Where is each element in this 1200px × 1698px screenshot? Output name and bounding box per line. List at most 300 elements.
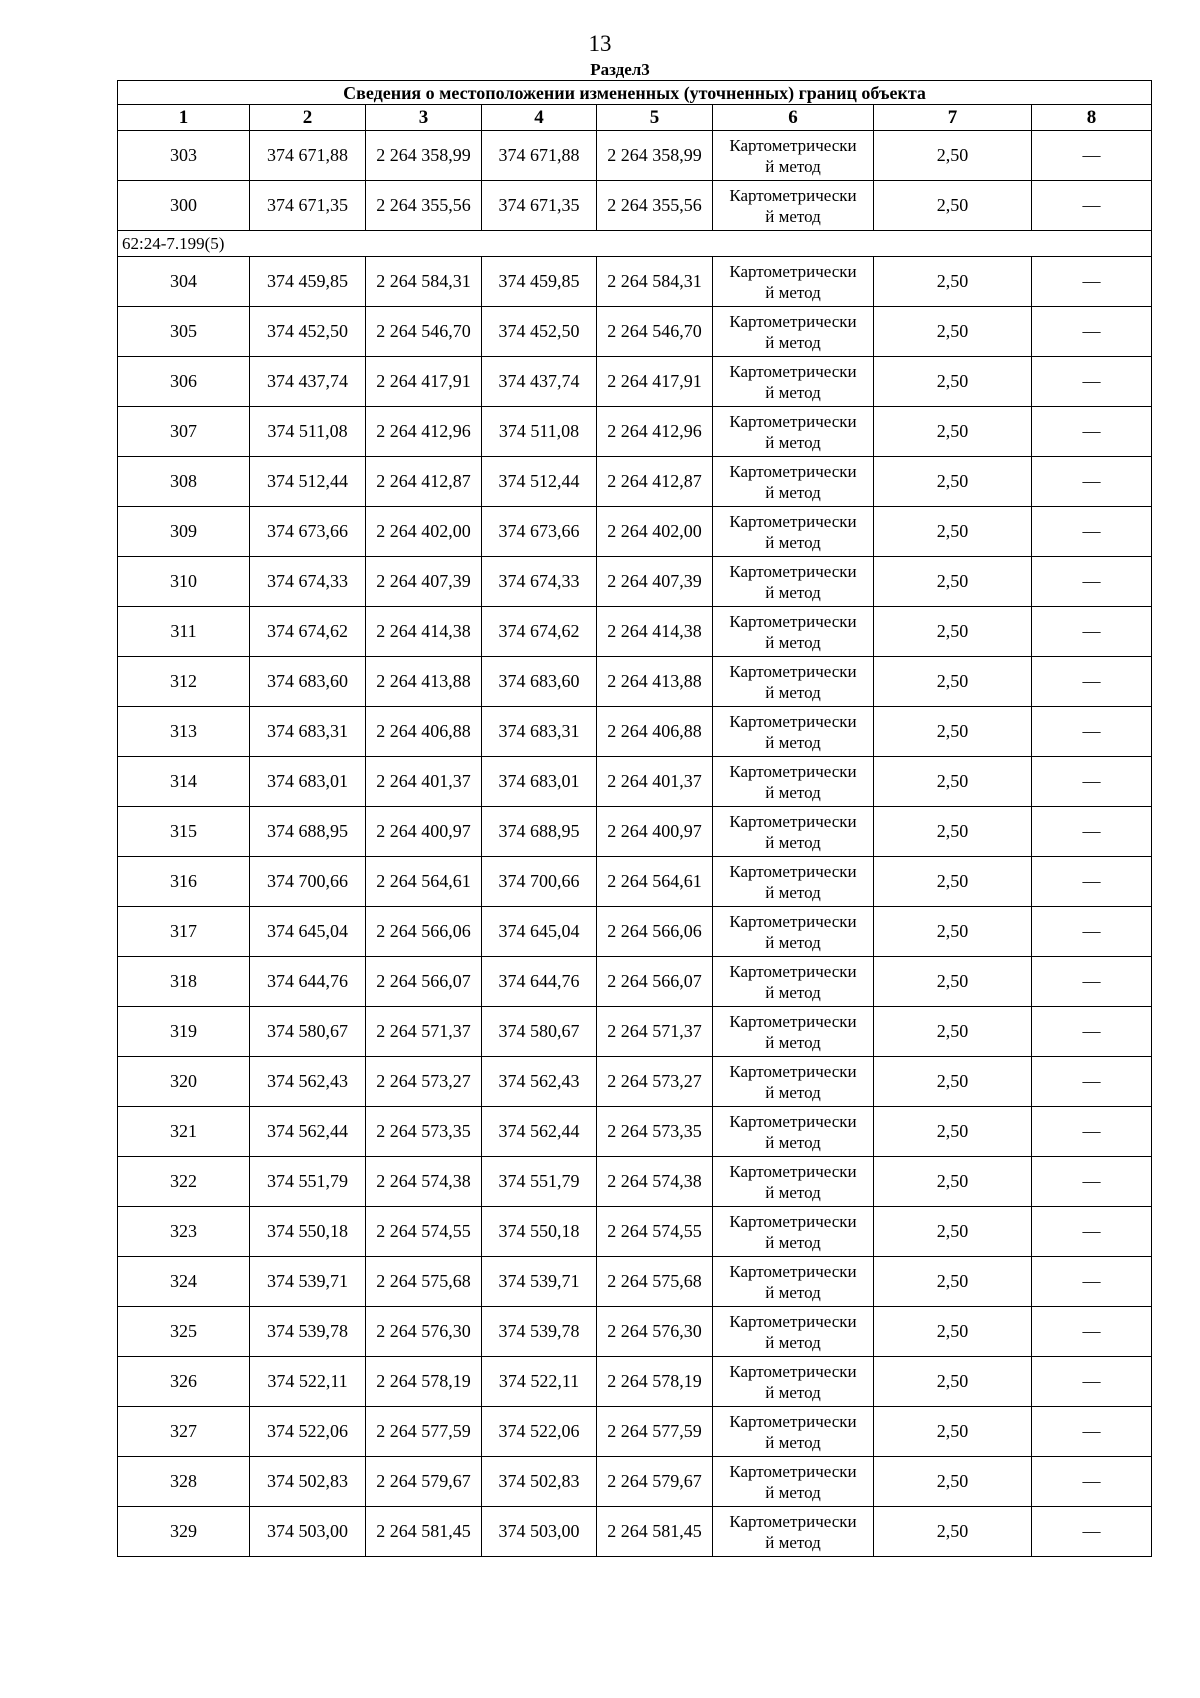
method-text-line: Картометрически xyxy=(729,711,857,731)
point-number-cell: 304 xyxy=(118,257,250,307)
method-cell xyxy=(713,1157,874,1207)
method-text-line: Картометрически xyxy=(729,961,857,981)
y-existing-cell: 2 264 574,38 xyxy=(366,1157,482,1207)
x-refined-cell: 374 452,50 xyxy=(482,307,597,357)
method-cell xyxy=(713,457,874,507)
y-existing-cell: 2 264 412,96 xyxy=(366,407,482,457)
method-text-line: Картометрически xyxy=(729,761,857,781)
accuracy-cell: 2,50 xyxy=(874,1507,1032,1557)
x-existing-cell: 374 522,06 xyxy=(250,1407,366,1457)
y-refined-cell: 2 264 406,88 xyxy=(597,707,713,757)
point-number-cell: 321 xyxy=(118,1107,250,1157)
point-number-cell: 300 xyxy=(118,181,250,231)
x-existing-cell: 374 644,76 xyxy=(250,957,366,1007)
x-existing-cell: 374 459,85 xyxy=(250,257,366,307)
column-header: 5 xyxy=(597,105,713,131)
accuracy-cell: 2,50 xyxy=(874,507,1032,557)
y-existing-cell: 2 264 573,35 xyxy=(366,1107,482,1157)
column-header: 2 xyxy=(250,105,366,131)
method-text-line: й метод xyxy=(765,1082,821,1102)
table-row xyxy=(118,181,1152,231)
point-number-cell: 328 xyxy=(118,1457,250,1507)
accuracy-cell: 2,50 xyxy=(874,257,1032,307)
y-existing-cell: 2 264 581,45 xyxy=(366,1507,482,1557)
y-refined-cell: 2 264 577,59 xyxy=(597,1407,713,1457)
table-body xyxy=(118,81,1152,1557)
x-existing-cell: 374 437,74 xyxy=(250,357,366,407)
x-refined-cell: 374 522,06 xyxy=(482,1407,597,1457)
method-text-line: Картометрически xyxy=(729,661,857,681)
y-refined-cell: 2 264 412,96 xyxy=(597,407,713,457)
method-text-line: Картометрически xyxy=(729,1261,857,1281)
method-text-line: Картометрически xyxy=(729,811,857,831)
x-refined-cell: 374 551,79 xyxy=(482,1157,597,1207)
accuracy-cell: 2,50 xyxy=(874,307,1032,357)
note-cell: — xyxy=(1032,1257,1152,1307)
point-number-cell: 323 xyxy=(118,1207,250,1257)
table-row xyxy=(118,557,1152,607)
table-row xyxy=(118,457,1152,507)
x-existing-cell: 374 562,43 xyxy=(250,1057,366,1107)
x-existing-cell: 374 671,88 xyxy=(250,131,366,181)
x-existing-cell: 374 551,79 xyxy=(250,1157,366,1207)
y-existing-cell: 2 264 577,59 xyxy=(366,1407,482,1457)
y-refined-cell: 2 264 414,38 xyxy=(597,607,713,657)
y-refined-cell: 2 264 413,88 xyxy=(597,657,713,707)
y-existing-cell: 2 264 402,00 xyxy=(366,507,482,557)
accuracy-cell: 2,50 xyxy=(874,907,1032,957)
note-cell: — xyxy=(1032,1457,1152,1507)
method-text-line: Картометрически xyxy=(729,861,857,881)
method-cell xyxy=(713,357,874,407)
method-text-line: й метод xyxy=(765,932,821,952)
note-cell: — xyxy=(1032,957,1152,1007)
method-text-line: й метод xyxy=(765,282,821,302)
note-cell: — xyxy=(1032,457,1152,507)
y-existing-cell: 2 264 576,30 xyxy=(366,1307,482,1357)
x-refined-cell: 374 644,76 xyxy=(482,957,597,1007)
point-number-cell: 325 xyxy=(118,1307,250,1357)
method-text-line: Картометрически xyxy=(729,911,857,931)
point-number-cell: 305 xyxy=(118,307,250,357)
y-existing-cell: 2 264 564,61 xyxy=(366,857,482,907)
y-existing-cell: 2 264 407,39 xyxy=(366,557,482,607)
table-row xyxy=(118,1007,1152,1057)
y-existing-cell: 2 264 401,37 xyxy=(366,757,482,807)
accuracy-cell: 2,50 xyxy=(874,457,1032,507)
x-refined-cell: 374 683,31 xyxy=(482,707,597,757)
accuracy-cell: 2,50 xyxy=(874,1407,1032,1457)
y-existing-cell: 2 264 414,38 xyxy=(366,607,482,657)
method-text-line: й метод xyxy=(765,1382,821,1402)
column-header: 7 xyxy=(874,105,1032,131)
method-text-line: Картометрически xyxy=(729,1461,857,1481)
y-refined-cell: 2 264 566,07 xyxy=(597,957,713,1007)
boundary-coordinates-table xyxy=(117,80,1152,1557)
table-row xyxy=(118,357,1152,407)
note-cell: — xyxy=(1032,1357,1152,1407)
method-cell xyxy=(713,907,874,957)
method-text-line: й метод xyxy=(765,1332,821,1352)
note-cell: — xyxy=(1032,807,1152,857)
x-existing-cell: 374 580,67 xyxy=(250,1007,366,1057)
table-row xyxy=(118,1207,1152,1257)
method-text-line: й метод xyxy=(765,382,821,402)
note-cell: — xyxy=(1032,907,1152,957)
x-refined-cell: 374 562,44 xyxy=(482,1107,597,1157)
column-header: 6 xyxy=(713,105,874,131)
accuracy-cell: 2,50 xyxy=(874,1007,1032,1057)
y-existing-cell: 2 264 358,99 xyxy=(366,131,482,181)
x-existing-cell: 374 688,95 xyxy=(250,807,366,857)
y-refined-cell: 2 264 412,87 xyxy=(597,457,713,507)
note-cell: — xyxy=(1032,1407,1152,1457)
accuracy-cell: 2,50 xyxy=(874,957,1032,1007)
y-refined-cell: 2 264 566,06 xyxy=(597,907,713,957)
point-number-cell: 318 xyxy=(118,957,250,1007)
column-header: 8 xyxy=(1032,105,1152,131)
y-refined-cell: 2 264 402,00 xyxy=(597,507,713,557)
method-text-line: й метод xyxy=(765,582,821,602)
point-number-cell: 303 xyxy=(118,131,250,181)
accuracy-cell: 2,50 xyxy=(874,657,1032,707)
accuracy-cell: 2,50 xyxy=(874,1057,1032,1107)
y-existing-cell: 2 264 579,67 xyxy=(366,1457,482,1507)
table-row xyxy=(118,131,1152,181)
table-row xyxy=(118,1407,1152,1457)
x-refined-cell: 374 674,62 xyxy=(482,607,597,657)
x-existing-cell: 374 562,44 xyxy=(250,1107,366,1157)
x-refined-cell: 374 688,95 xyxy=(482,807,597,857)
table-row xyxy=(118,507,1152,557)
accuracy-cell: 2,50 xyxy=(874,557,1032,607)
y-existing-cell: 2 264 584,31 xyxy=(366,257,482,307)
method-cell xyxy=(713,1107,874,1157)
method-text-line: Картометрически xyxy=(729,135,857,155)
method-text-line: Картометрически xyxy=(729,1411,857,1431)
table-row xyxy=(118,857,1152,907)
accuracy-cell: 2,50 xyxy=(874,1307,1032,1357)
y-refined-cell: 2 264 417,91 xyxy=(597,357,713,407)
accuracy-cell: 2,50 xyxy=(874,757,1032,807)
y-refined-cell: 2 264 578,19 xyxy=(597,1357,713,1407)
x-refined-cell: 374 671,35 xyxy=(482,181,597,231)
note-cell: — xyxy=(1032,607,1152,657)
method-text-line: й метод xyxy=(765,206,821,226)
table-row xyxy=(118,957,1152,1007)
y-existing-cell: 2 264 400,97 xyxy=(366,807,482,857)
point-number-cell: 322 xyxy=(118,1157,250,1207)
column-header: 1 xyxy=(118,105,250,131)
x-refined-cell: 374 683,01 xyxy=(482,757,597,807)
point-number-cell: 324 xyxy=(118,1257,250,1307)
x-existing-cell: 374 452,50 xyxy=(250,307,366,357)
x-refined-cell: 374 459,85 xyxy=(482,257,597,307)
table-caption-row xyxy=(118,81,1152,105)
x-existing-cell: 374 671,35 xyxy=(250,181,366,231)
point-number-cell: 317 xyxy=(118,907,250,957)
x-existing-cell: 374 674,33 xyxy=(250,557,366,607)
method-cell xyxy=(713,957,874,1007)
y-existing-cell: 2 264 566,06 xyxy=(366,907,482,957)
x-existing-cell: 374 683,60 xyxy=(250,657,366,707)
method-text-line: й метод xyxy=(765,1482,821,1502)
method-cell xyxy=(713,657,874,707)
accuracy-cell: 2,50 xyxy=(874,1457,1032,1507)
accuracy-cell: 2,50 xyxy=(874,807,1032,857)
method-text-line: й метод xyxy=(765,482,821,502)
x-existing-cell: 374 539,71 xyxy=(250,1257,366,1307)
table-row xyxy=(118,1307,1152,1357)
point-number-cell: 312 xyxy=(118,657,250,707)
table-row xyxy=(118,1357,1152,1407)
note-cell: — xyxy=(1032,131,1152,181)
accuracy-cell: 2,50 xyxy=(874,1107,1032,1157)
note-cell: — xyxy=(1032,1007,1152,1057)
x-existing-cell: 374 512,44 xyxy=(250,457,366,507)
y-existing-cell: 2 264 406,88 xyxy=(366,707,482,757)
point-number-cell: 329 xyxy=(118,1507,250,1557)
method-text-line: й метод xyxy=(765,682,821,702)
y-refined-cell: 2 264 574,38 xyxy=(597,1157,713,1207)
table-row xyxy=(118,1057,1152,1107)
method-text-line: й метод xyxy=(765,1032,821,1052)
point-number-cell: 311 xyxy=(118,607,250,657)
method-cell xyxy=(713,181,874,231)
page-number: 13 xyxy=(588,31,612,56)
point-number-cell: 306 xyxy=(118,357,250,407)
table-row xyxy=(118,657,1152,707)
method-text-line: й метод xyxy=(765,832,821,852)
accuracy-cell: 2,50 xyxy=(874,607,1032,657)
note-cell: — xyxy=(1032,407,1152,457)
note-cell: — xyxy=(1032,757,1152,807)
table-row xyxy=(118,1507,1152,1557)
note-cell: — xyxy=(1032,557,1152,607)
method-text-line: й метод xyxy=(765,1132,821,1152)
x-refined-cell: 374 539,71 xyxy=(482,1257,597,1307)
x-refined-cell: 374 671,88 xyxy=(482,131,597,181)
y-refined-cell: 2 264 401,37 xyxy=(597,757,713,807)
method-text-line: Картометрически xyxy=(729,511,857,531)
y-refined-cell: 2 264 571,37 xyxy=(597,1007,713,1057)
method-text-line: й метод xyxy=(765,156,821,176)
x-refined-cell: 374 503,00 xyxy=(482,1507,597,1557)
note-cell: — xyxy=(1032,257,1152,307)
y-refined-cell: 2 264 358,99 xyxy=(597,131,713,181)
y-refined-cell: 2 264 546,70 xyxy=(597,307,713,357)
table-row xyxy=(118,307,1152,357)
y-refined-cell: 2 264 573,35 xyxy=(597,1107,713,1157)
y-refined-cell: 2 264 407,39 xyxy=(597,557,713,607)
note-cell: — xyxy=(1032,1207,1152,1257)
table-row xyxy=(118,407,1152,457)
method-text-line: й метод xyxy=(765,532,821,552)
x-refined-cell: 374 580,67 xyxy=(482,1007,597,1057)
method-text-line: Картометрически xyxy=(729,1311,857,1331)
method-text-line: й метод xyxy=(765,1282,821,1302)
method-cell xyxy=(713,807,874,857)
note-cell: — xyxy=(1032,1157,1152,1207)
x-existing-cell: 374 645,04 xyxy=(250,907,366,957)
y-existing-cell: 2 264 417,91 xyxy=(366,357,482,407)
method-text-line: Картометрически xyxy=(729,1011,857,1031)
method-text-line: Картометрически xyxy=(729,411,857,431)
x-refined-cell: 374 502,83 xyxy=(482,1457,597,1507)
x-refined-cell: 374 700,66 xyxy=(482,857,597,907)
y-existing-cell: 2 264 574,55 xyxy=(366,1207,482,1257)
note-cell: — xyxy=(1032,1307,1152,1357)
x-refined-cell: 374 437,74 xyxy=(482,357,597,407)
point-number-cell: 320 xyxy=(118,1057,250,1107)
method-cell xyxy=(713,507,874,557)
point-number-cell: 326 xyxy=(118,1357,250,1407)
note-cell: — xyxy=(1032,707,1152,757)
x-refined-cell: 374 512,44 xyxy=(482,457,597,507)
method-cell xyxy=(713,707,874,757)
method-cell xyxy=(713,1207,874,1257)
table-row xyxy=(118,257,1152,307)
method-cell xyxy=(713,1257,874,1307)
column-header: 3 xyxy=(366,105,482,131)
point-number-cell: 316 xyxy=(118,857,250,907)
note-cell: — xyxy=(1032,657,1152,707)
note-cell: — xyxy=(1032,1057,1152,1107)
point-number-cell: 314 xyxy=(118,757,250,807)
method-text-line: й метод xyxy=(765,1532,821,1552)
note-cell: — xyxy=(1032,1107,1152,1157)
method-text-line: Картометрически xyxy=(729,1111,857,1131)
y-existing-cell: 2 264 355,56 xyxy=(366,181,482,231)
table-row xyxy=(118,1157,1152,1207)
method-cell xyxy=(713,131,874,181)
column-header: 4 xyxy=(482,105,597,131)
method-cell xyxy=(713,1007,874,1057)
x-refined-cell: 374 522,11 xyxy=(482,1357,597,1407)
method-text-line: Картометрически xyxy=(729,185,857,205)
table-caption: Сведения о местоположении измененных (уточненных) границ объекта xyxy=(118,81,1152,105)
accuracy-cell: 2,50 xyxy=(874,857,1032,907)
method-text-line: й метод xyxy=(765,782,821,802)
section-label: Раздел3 xyxy=(590,60,650,79)
point-number-cell: 309 xyxy=(118,507,250,557)
x-refined-cell: 374 673,66 xyxy=(482,507,597,557)
method-cell xyxy=(713,1457,874,1507)
method-text-line: й метод xyxy=(765,432,821,452)
x-refined-cell: 374 511,08 xyxy=(482,407,597,457)
note-cell: — xyxy=(1032,507,1152,557)
method-text-line: й метод xyxy=(765,882,821,902)
x-existing-cell: 374 683,31 xyxy=(250,707,366,757)
x-existing-cell: 374 673,66 xyxy=(250,507,366,557)
method-text-line: й метод xyxy=(765,982,821,1002)
y-existing-cell: 2 264 571,37 xyxy=(366,1007,482,1057)
method-text-line: й метод xyxy=(765,332,821,352)
y-existing-cell: 2 264 413,88 xyxy=(366,657,482,707)
y-refined-cell: 2 264 584,31 xyxy=(597,257,713,307)
y-existing-cell: 2 264 566,07 xyxy=(366,957,482,1007)
note-cell: — xyxy=(1032,307,1152,357)
method-cell xyxy=(713,557,874,607)
accuracy-cell: 2,50 xyxy=(874,181,1032,231)
x-existing-cell: 374 700,66 xyxy=(250,857,366,907)
method-text-line: Картометрически xyxy=(729,1061,857,1081)
note-cell: — xyxy=(1032,357,1152,407)
method-text-line: Картометрически xyxy=(729,561,857,581)
y-refined-cell: 2 264 574,55 xyxy=(597,1207,713,1257)
method-text-line: Картометрически xyxy=(729,1211,857,1231)
table-row xyxy=(118,607,1152,657)
x-existing-cell: 374 674,62 xyxy=(250,607,366,657)
method-text-line: й метод xyxy=(765,632,821,652)
method-cell xyxy=(713,1307,874,1357)
y-existing-cell: 2 264 573,27 xyxy=(366,1057,482,1107)
y-refined-cell: 2 264 573,27 xyxy=(597,1057,713,1107)
method-cell xyxy=(713,307,874,357)
table-row xyxy=(118,907,1152,957)
point-number-cell: 313 xyxy=(118,707,250,757)
y-existing-cell: 2 264 412,87 xyxy=(366,457,482,507)
x-refined-cell: 374 539,78 xyxy=(482,1307,597,1357)
point-number-cell: 315 xyxy=(118,807,250,857)
method-text-line: Картометрически xyxy=(729,1361,857,1381)
accuracy-cell: 2,50 xyxy=(874,707,1032,757)
table-row xyxy=(118,1257,1152,1307)
method-cell xyxy=(713,757,874,807)
method-cell xyxy=(713,1407,874,1457)
x-existing-cell: 374 503,00 xyxy=(250,1507,366,1557)
y-refined-cell: 2 264 564,61 xyxy=(597,857,713,907)
method-cell xyxy=(713,257,874,307)
table-row xyxy=(118,757,1152,807)
y-refined-cell: 2 264 355,56 xyxy=(597,181,713,231)
point-number-cell: 310 xyxy=(118,557,250,607)
x-existing-cell: 374 539,78 xyxy=(250,1307,366,1357)
method-cell xyxy=(713,1357,874,1407)
x-existing-cell: 374 683,01 xyxy=(250,757,366,807)
y-refined-cell: 2 264 400,97 xyxy=(597,807,713,857)
point-number-cell: 327 xyxy=(118,1407,250,1457)
accuracy-cell: 2,50 xyxy=(874,357,1032,407)
y-refined-cell: 2 264 581,45 xyxy=(597,1507,713,1557)
accuracy-cell: 2,50 xyxy=(874,1207,1032,1257)
table-row xyxy=(118,1107,1152,1157)
group-row xyxy=(118,231,1152,257)
y-existing-cell: 2 264 575,68 xyxy=(366,1257,482,1307)
method-cell xyxy=(713,857,874,907)
note-cell: — xyxy=(1032,857,1152,907)
x-refined-cell: 374 683,60 xyxy=(482,657,597,707)
table-header-row xyxy=(118,105,1152,131)
method-text-line: Картометрически xyxy=(729,261,857,281)
method-cell xyxy=(713,407,874,457)
accuracy-cell: 2,50 xyxy=(874,1257,1032,1307)
y-refined-cell: 2 264 576,30 xyxy=(597,1307,713,1357)
table-row xyxy=(118,707,1152,757)
accuracy-cell: 2,50 xyxy=(874,1357,1032,1407)
accuracy-cell: 2,50 xyxy=(874,1157,1032,1207)
method-text-line: Картометрически xyxy=(729,1511,857,1531)
group-label: 62:24-7.199(5) xyxy=(118,231,1152,257)
method-text-line: й метод xyxy=(765,732,821,752)
accuracy-cell: 2,50 xyxy=(874,131,1032,181)
x-existing-cell: 374 502,83 xyxy=(250,1457,366,1507)
method-text-line: Картометрически xyxy=(729,611,857,631)
method-cell xyxy=(713,1507,874,1557)
x-refined-cell: 374 645,04 xyxy=(482,907,597,957)
y-existing-cell: 2 264 578,19 xyxy=(366,1357,482,1407)
y-existing-cell: 2 264 546,70 xyxy=(366,307,482,357)
